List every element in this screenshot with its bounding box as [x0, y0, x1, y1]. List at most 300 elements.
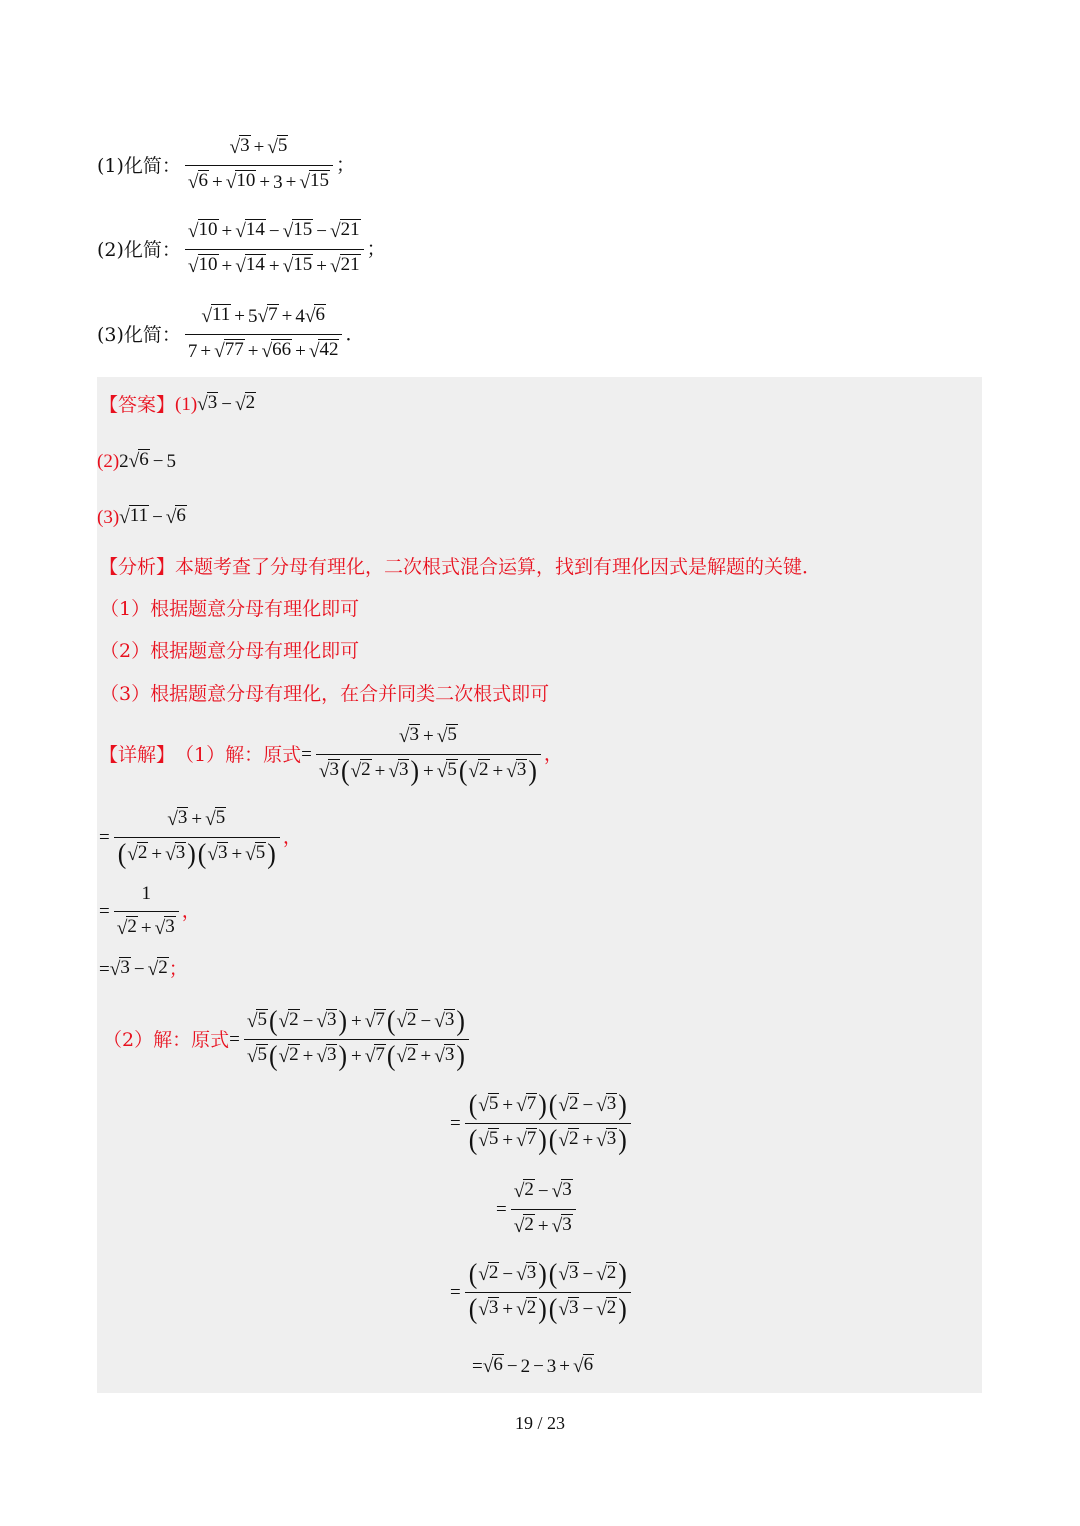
- operator: +: [351, 1011, 362, 1032]
- radicand: 3: [568, 1262, 579, 1284]
- radical-sign: √: [197, 394, 208, 415]
- radical-sign: √: [350, 761, 362, 782]
- radical: [558, 1128, 579, 1150]
- radical-sign: √: [205, 809, 216, 830]
- radical: [229, 135, 250, 157]
- radicand: 5: [215, 807, 226, 829]
- radical-sign: √: [187, 172, 199, 193]
- radicand: 2: [289, 1044, 299, 1066]
- question-1: [97, 134, 355, 197]
- solution-part1-step-1: [99, 806, 302, 869]
- operator: +: [302, 1046, 314, 1067]
- radical: [573, 1354, 594, 1376]
- operator: +: [537, 1216, 549, 1237]
- denominator: [511, 1209, 576, 1241]
- radicand: 3: [562, 1214, 572, 1236]
- parenthesis: (: [117, 837, 127, 870]
- radical-sign: √: [235, 394, 246, 415]
- radicand: 3: [175, 842, 186, 864]
- radical: [596, 1093, 617, 1115]
- radical: [188, 219, 219, 241]
- answer-expression: [119, 504, 187, 532]
- radical: [316, 1044, 337, 1066]
- radical: [596, 1128, 617, 1150]
- radicand: 3: [516, 759, 527, 781]
- analysis-tag: 【分析】: [99, 556, 176, 578]
- radicand: 2: [361, 759, 371, 781]
- radicand: 3: [488, 1297, 499, 1319]
- radicand: 21: [340, 219, 360, 241]
- answer-expression: 2 √ 6 − 5: [119, 449, 176, 472]
- operator: +: [221, 256, 233, 277]
- radical-sign: √: [364, 1011, 376, 1032]
- operator: +: [259, 172, 271, 193]
- radical-sign: √: [468, 761, 480, 782]
- question-3: [97, 303, 364, 366]
- fraction: [244, 1004, 469, 1072]
- radical: [552, 1179, 573, 1201]
- radical-sign: √: [558, 1299, 569, 1320]
- expression: √ 6 − 2 − 3 + √ 6: [482, 1354, 594, 1377]
- radical-sign: √: [267, 137, 278, 158]
- equals-sign: =: [99, 826, 110, 848]
- punctuation: ，: [282, 826, 302, 848]
- equals-sign: =: [472, 1356, 483, 1377]
- punctuation: ；: [366, 238, 386, 260]
- radical: [245, 842, 266, 864]
- operator: −: [582, 1299, 594, 1320]
- operator: +: [559, 1356, 570, 1377]
- operator: −: [533, 1356, 544, 1377]
- operator: −: [302, 1011, 314, 1032]
- radical-sign: √: [316, 1011, 327, 1032]
- parenthesis: (: [468, 1088, 478, 1121]
- radicand: 3: [568, 1297, 579, 1319]
- radical-sign: √: [388, 761, 399, 782]
- numerator: [465, 1088, 631, 1123]
- radicand: 11: [129, 505, 149, 527]
- radicand: 3: [207, 392, 218, 414]
- radicand: 3: [606, 1128, 617, 1150]
- operator: −: [506, 1356, 518, 1377]
- fraction: [114, 806, 280, 869]
- radical-sign: √: [235, 221, 246, 242]
- radical-sign: √: [596, 1264, 607, 1285]
- solution-intro: （2）解：原式: [103, 1028, 230, 1051]
- radical-sign: √: [513, 1181, 525, 1202]
- operator: +: [268, 256, 280, 277]
- radicand: 3: [217, 842, 228, 864]
- fraction: [316, 723, 541, 786]
- solution-tag: 【详解】: [99, 743, 176, 766]
- radical: [483, 1354, 504, 1376]
- radicand: 15: [293, 254, 313, 276]
- radical: [226, 170, 257, 192]
- radical: [278, 1009, 299, 1031]
- operator: +: [151, 844, 163, 865]
- parenthesis: (: [468, 1292, 478, 1325]
- radicand: 3: [326, 1044, 337, 1066]
- radical-sign: √: [282, 221, 294, 242]
- radicand: 2: [479, 759, 489, 781]
- operator: +: [374, 761, 386, 782]
- punctuation: ；: [168, 959, 188, 980]
- radical: [596, 1297, 617, 1319]
- radical-sign: √: [318, 761, 330, 782]
- parenthesis: ): [538, 1257, 547, 1290]
- radicand: 7: [526, 1128, 537, 1150]
- question-label: (1)化简：: [97, 154, 181, 177]
- radical: [167, 807, 188, 829]
- punctuation: ；: [335, 154, 355, 176]
- radical: [365, 1009, 386, 1031]
- parenthesis: (: [386, 1039, 396, 1072]
- radical-sign: √: [558, 1130, 569, 1151]
- radical: [396, 1044, 417, 1066]
- radical: [165, 842, 186, 864]
- radical-sign: √: [147, 959, 159, 980]
- radical-sign: √: [229, 137, 241, 158]
- radicand: 2: [245, 392, 256, 414]
- radical: [396, 1009, 417, 1031]
- radicand: 2: [407, 1044, 417, 1066]
- solution-part2-step-3: [450, 1257, 634, 1325]
- radicand: 3: [409, 724, 420, 746]
- radical-sign: √: [116, 918, 128, 939]
- radicand: 3: [120, 957, 130, 979]
- radical-sign: √: [398, 726, 410, 747]
- radicand: 6: [176, 505, 186, 527]
- radical: [207, 842, 228, 864]
- radical: [129, 449, 150, 471]
- parenthesis: ): [187, 837, 196, 870]
- operator: +: [420, 1046, 432, 1067]
- operator: −: [420, 1011, 432, 1032]
- expression: [110, 956, 169, 984]
- radicand: 66: [272, 339, 292, 361]
- parenthesis: (: [197, 837, 207, 870]
- answer-label: (1): [175, 394, 198, 415]
- question-label: (2)化简：: [97, 238, 181, 261]
- denominator: [316, 754, 541, 786]
- radical: [235, 254, 266, 276]
- radical: [351, 759, 372, 781]
- radical: [283, 219, 314, 241]
- radical: [388, 759, 409, 781]
- radicand: 3: [329, 759, 339, 781]
- radical-sign: √: [282, 256, 294, 277]
- radicand: 6: [583, 1354, 594, 1376]
- answer-tag: 【答案】: [99, 394, 176, 416]
- parenthesis: ): [338, 1039, 347, 1072]
- radicand: 2: [568, 1128, 579, 1150]
- denominator: √ 6 + √ 10 + 3 + √ 15: [185, 165, 333, 197]
- analysis-line: [99, 553, 821, 581]
- radical-sign: √: [516, 1264, 527, 1285]
- radical: [330, 219, 361, 241]
- operator: −: [537, 1181, 549, 1202]
- radical: [278, 1044, 299, 1066]
- answer-item-2: [97, 448, 176, 476]
- radicand: 5: [255, 842, 266, 864]
- radical-sign: √: [235, 256, 246, 277]
- solution-part1-step-3: [99, 956, 188, 984]
- radical-sign: √: [329, 221, 341, 242]
- radical-sign: √: [364, 1046, 376, 1067]
- page-number: 19 / 23: [514, 1413, 565, 1433]
- parenthesis: ): [538, 1088, 547, 1121]
- operator: −: [152, 507, 163, 528]
- operator: +: [423, 761, 434, 782]
- radical-sign: √: [558, 1095, 569, 1116]
- radicand: 5: [447, 724, 457, 746]
- fraction: [465, 1257, 631, 1325]
- radicand: 2: [606, 1262, 617, 1284]
- radical-sign: √: [128, 451, 140, 472]
- fraction: [511, 1178, 576, 1241]
- answer-item-1: [99, 391, 256, 419]
- radical-sign: √: [246, 1011, 258, 1032]
- parenthesis: (: [548, 1292, 558, 1325]
- radical-sign: √: [187, 221, 199, 242]
- radicand: 2: [524, 1214, 534, 1236]
- numerator: √ 11 + 5 √ 7 + 4 √ 6: [201, 304, 325, 327]
- radical-sign: √: [596, 1130, 607, 1151]
- radicand: 14: [245, 219, 265, 241]
- radical: [596, 1262, 617, 1284]
- parenthesis: (: [458, 754, 468, 787]
- radical: [267, 135, 288, 157]
- operator: +: [200, 341, 212, 362]
- parenthesis: ): [410, 754, 420, 787]
- numerator: [465, 1257, 631, 1292]
- operator: −: [502, 1264, 514, 1285]
- parenthesis: ): [538, 1292, 547, 1325]
- parenthesis: (: [548, 1088, 558, 1121]
- parenthesis: (: [548, 1123, 558, 1156]
- operator: +: [285, 172, 297, 193]
- radical: [117, 916, 138, 938]
- analysis-point-1: [100, 595, 359, 623]
- radical: [434, 1044, 455, 1066]
- answer-expression: [197, 391, 256, 419]
- radical-sign: √: [119, 507, 130, 528]
- radicand: 5: [257, 1009, 267, 1031]
- parenthesis: ): [456, 1004, 465, 1037]
- radical: [283, 254, 314, 276]
- radical: [110, 957, 131, 979]
- radical: [299, 170, 330, 192]
- radicand: 2: [127, 916, 137, 938]
- radical: [148, 957, 169, 979]
- radical-sign: √: [478, 1095, 489, 1116]
- operator: +: [502, 1095, 514, 1116]
- radical: [437, 759, 458, 781]
- parenthesis: ): [267, 837, 276, 870]
- equals-sign: =: [229, 1028, 240, 1050]
- radical-sign: √: [551, 1181, 563, 1202]
- radical: [516, 1297, 537, 1319]
- radical-sign: √: [257, 306, 269, 327]
- radical: [516, 1093, 537, 1115]
- radical: [478, 1128, 499, 1150]
- radicand: 5: [257, 1044, 267, 1066]
- radical-sign: √: [436, 761, 448, 782]
- radical: [365, 1044, 386, 1066]
- fraction: [185, 303, 343, 366]
- radical-sign: √: [225, 172, 237, 193]
- operator: +: [492, 761, 504, 782]
- radical: [155, 916, 176, 938]
- radical: [514, 1214, 535, 1236]
- radicand: 3: [326, 1009, 337, 1031]
- radical: [478, 1093, 499, 1115]
- question-2: [97, 218, 386, 281]
- operator: +: [234, 306, 246, 327]
- parenthesis: ): [338, 1004, 347, 1037]
- radical-sign: √: [127, 844, 138, 865]
- radical-sign: √: [329, 256, 341, 277]
- radicand: 6: [493, 1354, 503, 1376]
- solution-part2-step-2: [496, 1178, 579, 1241]
- radical-sign: √: [165, 507, 177, 528]
- parenthesis: ): [618, 1292, 627, 1325]
- radical: [258, 304, 279, 326]
- radical-sign: √: [109, 959, 121, 980]
- parenthesis: ): [456, 1039, 465, 1072]
- analysis-point-2: [100, 637, 359, 665]
- radical-sign: √: [396, 1046, 408, 1067]
- radicand: 5: [447, 759, 457, 781]
- radicand: 7: [375, 1044, 385, 1066]
- operator: +: [502, 1299, 514, 1320]
- radical: [119, 505, 149, 527]
- radical-sign: √: [187, 256, 199, 277]
- operator: +: [212, 172, 223, 193]
- parenthesis: ): [538, 1123, 547, 1156]
- radical: [558, 1297, 579, 1319]
- radical: [434, 1009, 455, 1031]
- radical-sign: √: [396, 1011, 408, 1032]
- radicand: 6: [315, 304, 325, 326]
- radicand: 2: [137, 842, 148, 864]
- numerator: [185, 134, 333, 165]
- operator: +: [351, 1046, 362, 1067]
- radical-sign: √: [434, 1011, 445, 1032]
- radicand: 2: [606, 1297, 617, 1319]
- operator: +: [582, 1130, 594, 1151]
- numerator: [244, 1004, 469, 1039]
- equals-sign: =: [450, 1112, 461, 1134]
- radical: [214, 339, 245, 361]
- parenthesis: ): [528, 754, 537, 787]
- radical: [330, 254, 361, 276]
- radical: [188, 254, 219, 276]
- radical: [247, 1044, 268, 1066]
- operator: +: [316, 256, 327, 277]
- punctuation: ，: [543, 743, 563, 765]
- solution-intro: （1）解：原式: [175, 743, 302, 766]
- radical: [399, 724, 420, 746]
- radicand: 42: [319, 339, 339, 361]
- radical: [558, 1093, 579, 1115]
- radical: [197, 392, 218, 414]
- radical-sign: √: [436, 726, 448, 747]
- operator: +: [502, 1130, 514, 1151]
- radicand: 77: [224, 339, 244, 361]
- radicand: 2: [526, 1297, 537, 1319]
- radical: [319, 759, 340, 781]
- radical-sign: √: [516, 1299, 527, 1320]
- radicand: 2: [524, 1179, 534, 1201]
- analysis-point-3: [100, 680, 549, 708]
- numerator: [185, 218, 364, 249]
- denominator: 7 + √ 77 + √ 66 + √ 42: [185, 334, 343, 366]
- parenthesis: ): [618, 1123, 627, 1156]
- solution-part1-step-2: [99, 880, 201, 943]
- radicand: 2: [158, 957, 168, 979]
- radicand: 10: [198, 219, 218, 241]
- radical: [166, 505, 187, 527]
- numerator: [316, 723, 541, 754]
- radical-sign: √: [506, 761, 517, 782]
- operator: +: [281, 306, 293, 327]
- radicand: 3: [444, 1044, 455, 1066]
- punctuation: ．: [345, 323, 365, 345]
- radical: [201, 304, 231, 326]
- question-label: (3)化简：: [97, 323, 181, 346]
- radical-sign: √: [478, 1264, 489, 1285]
- radical: [516, 1262, 537, 1284]
- answer-label: (2): [97, 451, 120, 472]
- solution-part1-intro: [99, 723, 563, 786]
- radical: [468, 759, 489, 781]
- radical-sign: √: [558, 1264, 569, 1285]
- solution-part2-step-1: [450, 1088, 634, 1156]
- parenthesis: (: [268, 1004, 278, 1037]
- radical: [235, 392, 256, 414]
- radical: [558, 1262, 579, 1284]
- operator: −: [582, 1095, 594, 1116]
- operator: +: [247, 341, 259, 362]
- operator: +: [191, 809, 203, 830]
- radical-sign: √: [207, 844, 218, 865]
- analysis-point: （2）根据题意分母有理化即可: [100, 640, 360, 662]
- radical-sign: √: [165, 844, 176, 865]
- radical-sign: √: [201, 306, 212, 327]
- radical: [316, 1009, 337, 1031]
- radical: [247, 1009, 268, 1031]
- radicand: 10: [236, 170, 256, 192]
- radical-sign: √: [482, 1356, 494, 1377]
- equals-sign: =: [99, 900, 110, 922]
- operator: −: [316, 221, 327, 242]
- radical-sign: √: [308, 341, 320, 362]
- punctuation: ，: [181, 900, 201, 922]
- answer-item-3: [97, 504, 187, 532]
- operator: −: [582, 1264, 594, 1285]
- radical: [261, 339, 292, 361]
- answer-label: (3): [97, 507, 120, 528]
- equals-sign: =: [450, 1281, 461, 1303]
- radicand: 3: [177, 807, 188, 829]
- radicand: 15: [309, 170, 329, 192]
- fraction: [185, 134, 333, 197]
- radical-sign: √: [278, 1011, 290, 1032]
- radical-sign: √: [299, 172, 310, 193]
- radicand: 21: [340, 254, 360, 276]
- denominator: [114, 837, 280, 869]
